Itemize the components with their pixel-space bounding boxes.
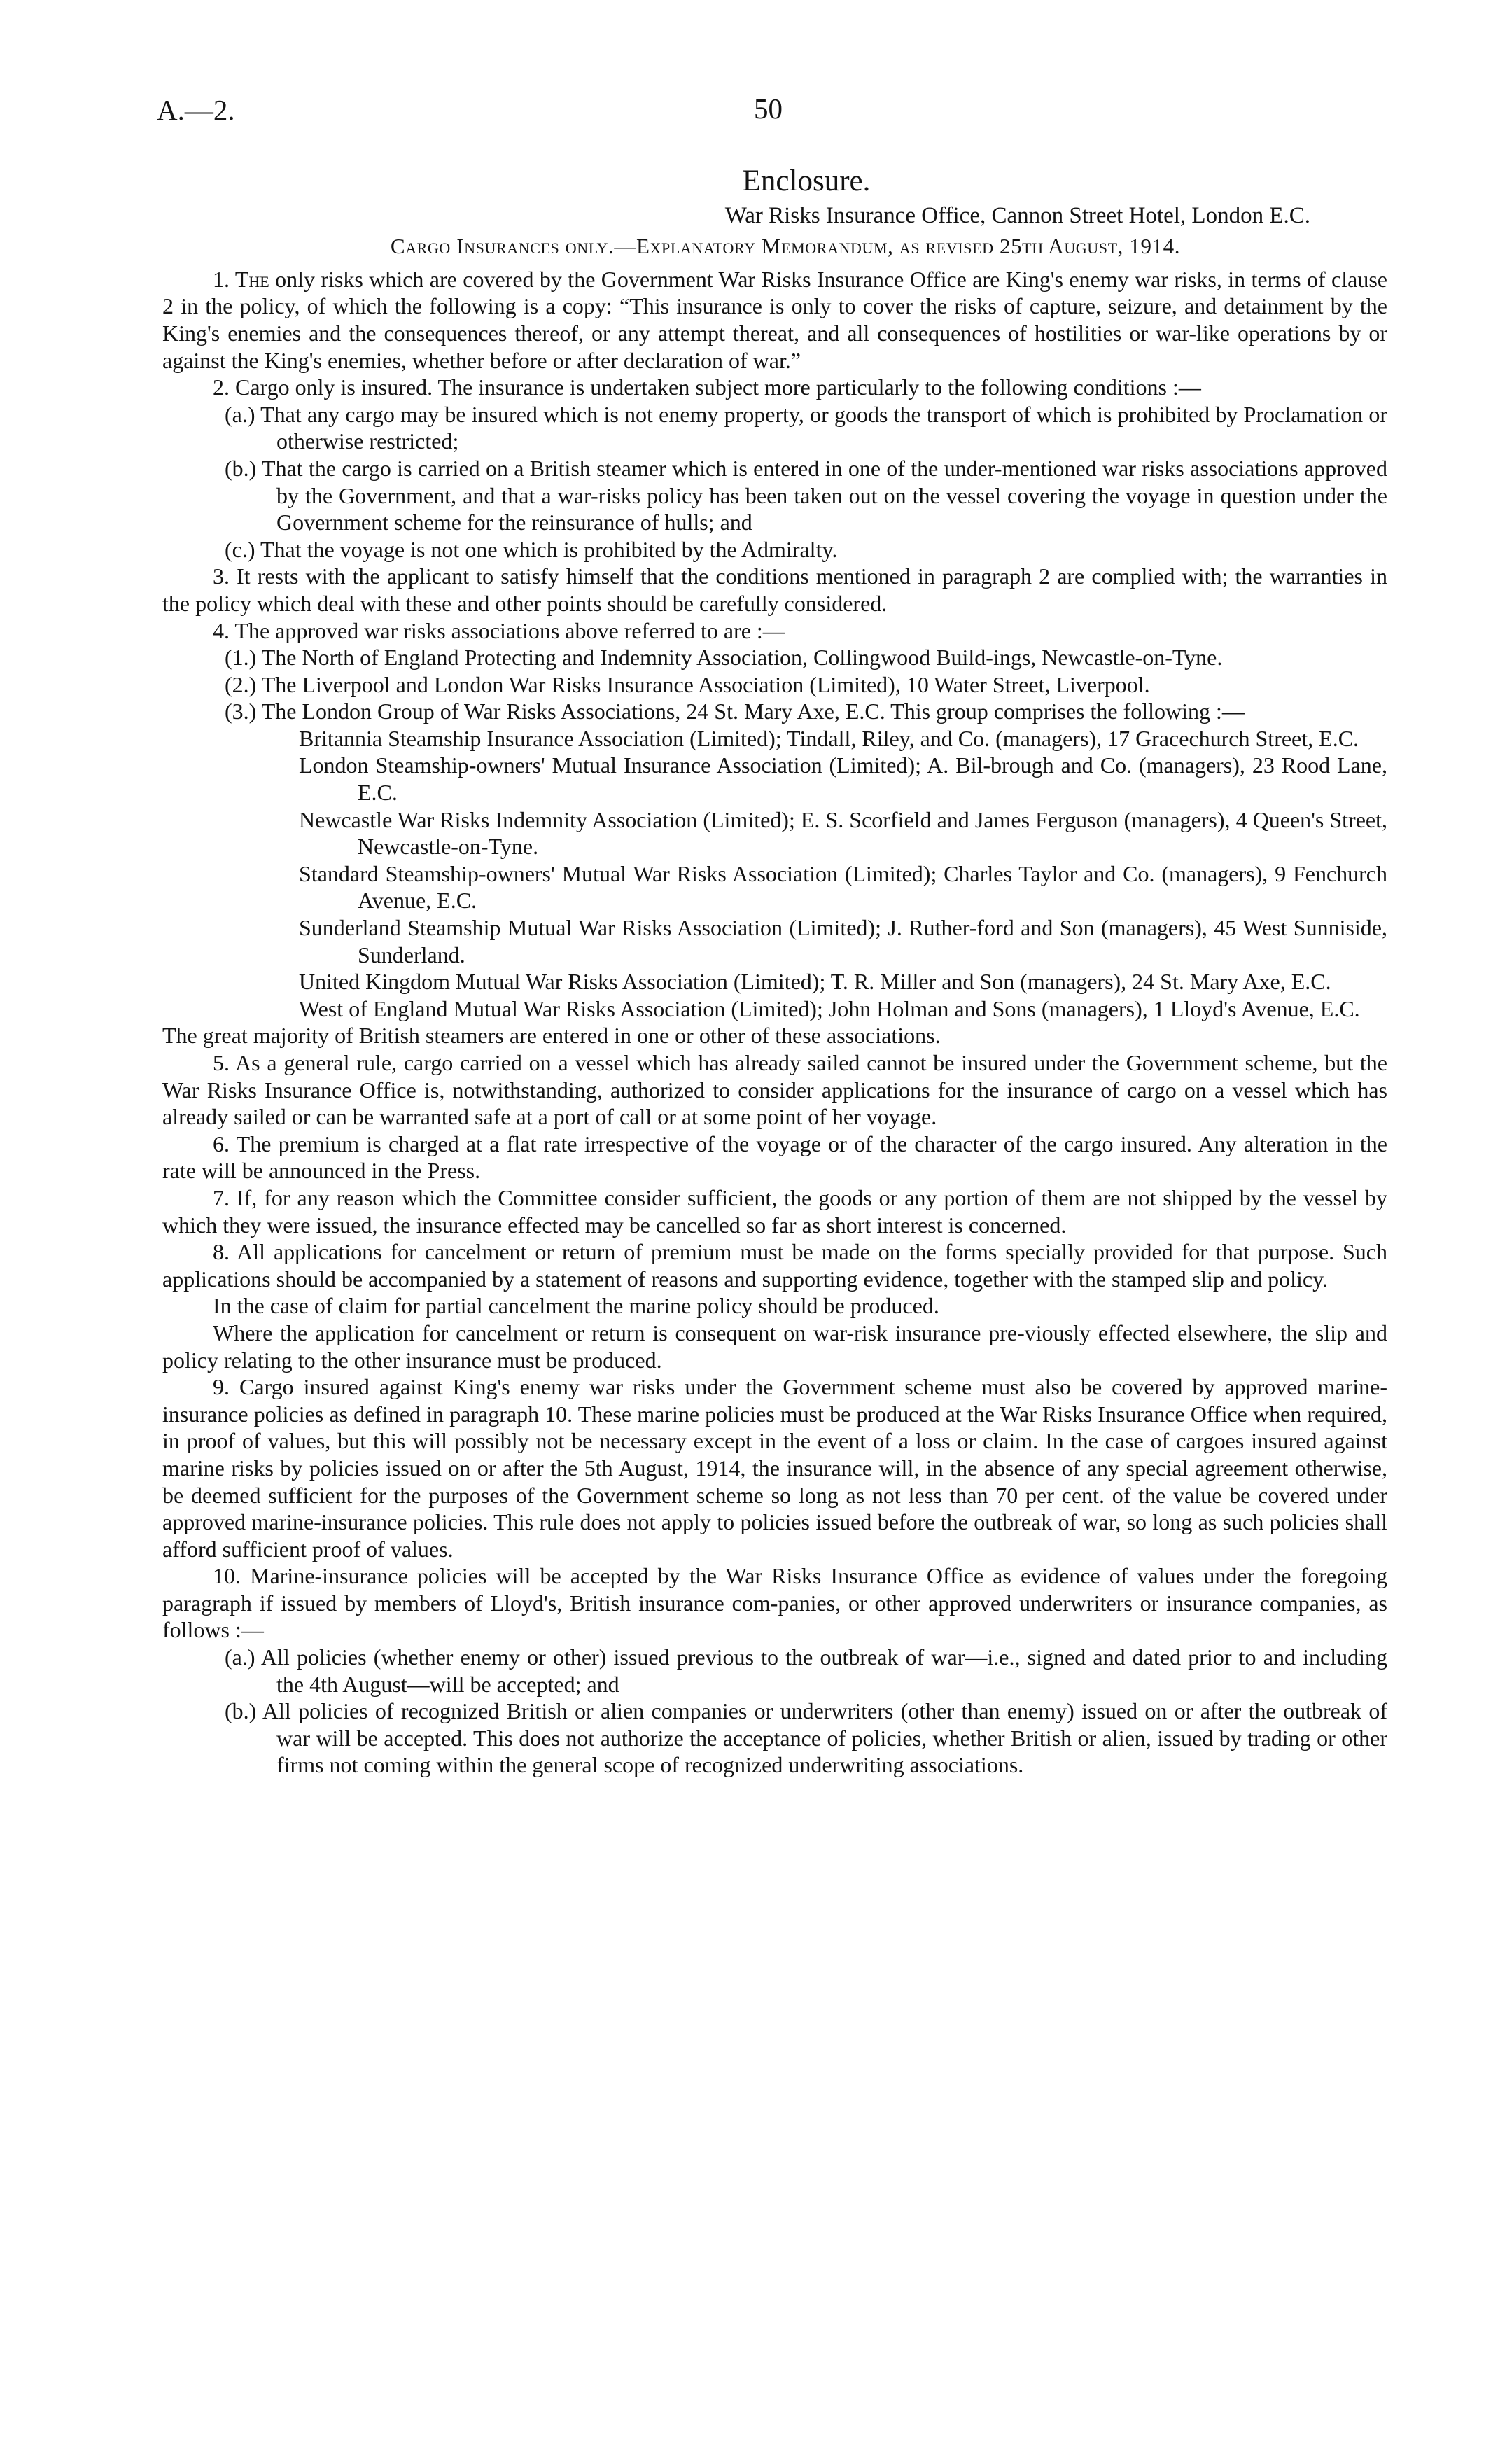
paragraph-10: 10. Marine-insurance policies will be accepted by the War Risks Insurance Office as evidence of values under the foregoing paragraph if issued by members of Lloyd's, British insurance com-panies, or other approved underwriters or insurance companies, as follows :— <box>162 1563 1387 1643</box>
page-number: 50 <box>754 92 783 125</box>
paragraph-10-item-b: (b.) All policies of recognized British or alien companies or underwriters (other than enemy) issued on or after the outbreak of war will be accepted. This does not authorize the acceptance of policies, whether British or alien, issued by trading or other firms not coming within the general scope of recognized underwriting associations. <box>225 1698 1387 1778</box>
paragraph-2-item-c: (c.) That the voyage is not one which is prohibited by the Admiralty. <box>225 536 838 562</box>
association-united-kingdom: United Kingdom Mutual War Risks Association (Limited); T. R. Miller and Son (managers), 24 St. Mary Axe, E.C. <box>299 969 1331 995</box>
memorandum-title: Cargo Insurances only.—Explanatory Memorandum, as revised 25th August, 1914. <box>390 234 1181 259</box>
association-standard: Standard Steamship-owners' Mutual War Risks Association (Limited); Charles Taylor and Co. (managers), 9 Fenchurch Avenue, E.C. <box>299 860 1387 913</box>
association-sunderland: Sunderland Steamship Mutual War Risks Association (Limited); J. Ruther-ford and Son (managers), 45 West Sunniside, Sunderland. <box>299 915 1387 967</box>
paragraph-4-item-2: (2.) The Liverpool and London War Risks Insurance Association (Limited), 10 Water Street, Liverpool. <box>225 671 1150 697</box>
paragraph-3: 3. It rests with the applicant to satisfy himself that the conditions mentioned in paragraph 2 are complied with; the warranties in the policy which deal with these and other points should be carefully considered. <box>162 564 1387 616</box>
running-head <box>157 91 1387 136</box>
document-page <box>157 91 1387 1779</box>
document-reference: A.—2. <box>157 94 235 126</box>
paragraph-1-text: only risks which are covered by the Government War Risks Insurance Office are King's enemy war risks, in terms of clause 2 in the policy, of which the following is a copy: “This insurance is only to cover the risks of capture, seizure, and detainment by the King's enemies and the consequences thereof, or any attempt thereat, and all consequences of hostilities or war-like operations by or against the King's enemies, whether before or after declaration of war.” <box>162 266 1387 373</box>
paragraph-7: 7. If, for any reason which the Committee consider sufficient, the goods or any portion of them are not shipped by the vessel by which they were issued, the insurance effected may be cancelled so far as short interest is concerned. <box>162 1184 1387 1238</box>
paragraph-6: 6. The premium is charged at a flat rate irrespective of the voyage or of the character of the cargo insured. Any alteration in the rate will be announced in the Press. <box>162 1130 1387 1184</box>
paragraph-4: 4. The approved war risks associations above referred to are :— <box>213 617 785 643</box>
paragraph-8: 8. All applications for cancelment or return of premium must be made on the forms specially provided for that purpose. Such applications should be accompanied by a statement of reasons and supporting evidence, together with the stamped slip and policy. <box>162 1239 1387 1292</box>
paragraph-4-item-1: (1.) The North of England Protecting and Indemnity Association, Collingwood Build-ings, Newcastle-on-Tyne. <box>225 645 1223 671</box>
office-address-line: War Risks Insurance Office, Cannon Street Hotel, London E.C. <box>724 202 1310 228</box>
paragraph-4-closing: The great majority of British steamers are entered in one or other of these associations. <box>162 1023 941 1049</box>
paragraph-2-item-a: (a.) That any cargo may be insured which is not enemy property, or goods the transport of which is prohibited by Proclamation or otherwise restricted; <box>225 401 1387 454</box>
association-newcastle: Newcastle War Risks Indemnity Association (Limited); E. S. Scorfield and James Ferguson (managers), 4 Queen's Street, Newcastle-on-Tyne. <box>299 806 1387 860</box>
paragraph-10-item-a: (a.) All policies (whether enemy or other) issued previous to the outbreak of war—i.e., signed and dated prior to and including the 4th August—will be accepted; and <box>225 1644 1387 1697</box>
association-london-steamship: London Steamship-owners' Mutual Insurance Association (Limited); A. Bil-brough and Co. (managers), 23 Rood Lane, E.C. <box>299 752 1387 806</box>
association-west-of-england: West of England Mutual War Risks Association (Limited); John Holman and Sons (managers), 1 Lloyd's Avenue, E.C. <box>299 995 1360 1021</box>
paragraph-5: 5. As a general rule, cargo carried on a vessel which has already sailed cannot be insured under the Government scheme, but the War Risks Insurance Office is, notwithstanding, authorized to consider applications for the insurance of cargo on a vessel which has already sailed or can be warranted safe at a port of call or at some point of her voyage. <box>162 1050 1387 1130</box>
paragraph-8-previous-insurance: Where the application for cancelment or return is consequent on war-risk insurance pre-viously effected elsewhere, the slip and policy relating to the other insurance must be produced. <box>162 1320 1387 1373</box>
enclosure-heading: Enclosure. <box>742 164 871 197</box>
paragraph-2: 2. Cargo only is insured. The insurance is undertaken subject more particularly to the following conditions :— <box>213 374 1201 400</box>
paragraph-1 <box>162 266 1387 374</box>
paragraph-9: 9. Cargo insured against King's enemy war risks under the Government scheme must also be covered by approved marine-insurance policies as defined in paragraph 10. These marine policies must be produced at the War Risks Insurance Office when required, in proof of values, but this will possibly not be necessary except in the event of a loss or claim. In the case of cargoes insured against marine risks by policies issued on or after the 5th August, 1914, the insurance will, in the absence of any special agreement otherwise, be deemed sufficient for the purposes of the Government scheme so long as not less than 70 per cent. of the value be covered under approved marine-insurance policies. This rule does not apply to policies issued before the outbreak of war, so long as such policies shall afford sufficient proof of values. <box>162 1374 1387 1562</box>
paragraph-4-item-3: (3.) The London Group of War Risks Associations, 24 St. Mary Axe, E.C. This group comprises the following :— <box>225 699 1245 724</box>
paragraph-8-partial-cancelment: In the case of claim for partial cancelment the marine policy should be produced. <box>213 1293 939 1319</box>
paragraph-1-lead: 1. The <box>213 266 270 292</box>
paragraph-2-item-b: (b.) That the cargo is carried on a British steamer which is entered in one of the under-mentioned war risks associations approved by the Government, and that a war-risks policy has been taken out on the vessel covering the voyage in question under the Government scheme for the reinsurance of hulls; and <box>225 455 1387 536</box>
association-britannia: Britannia Steamship Insurance Association (Limited); Tindall, Riley, and Co. (managers), 17 Gracechurch Street, E.C. <box>299 725 1359 751</box>
